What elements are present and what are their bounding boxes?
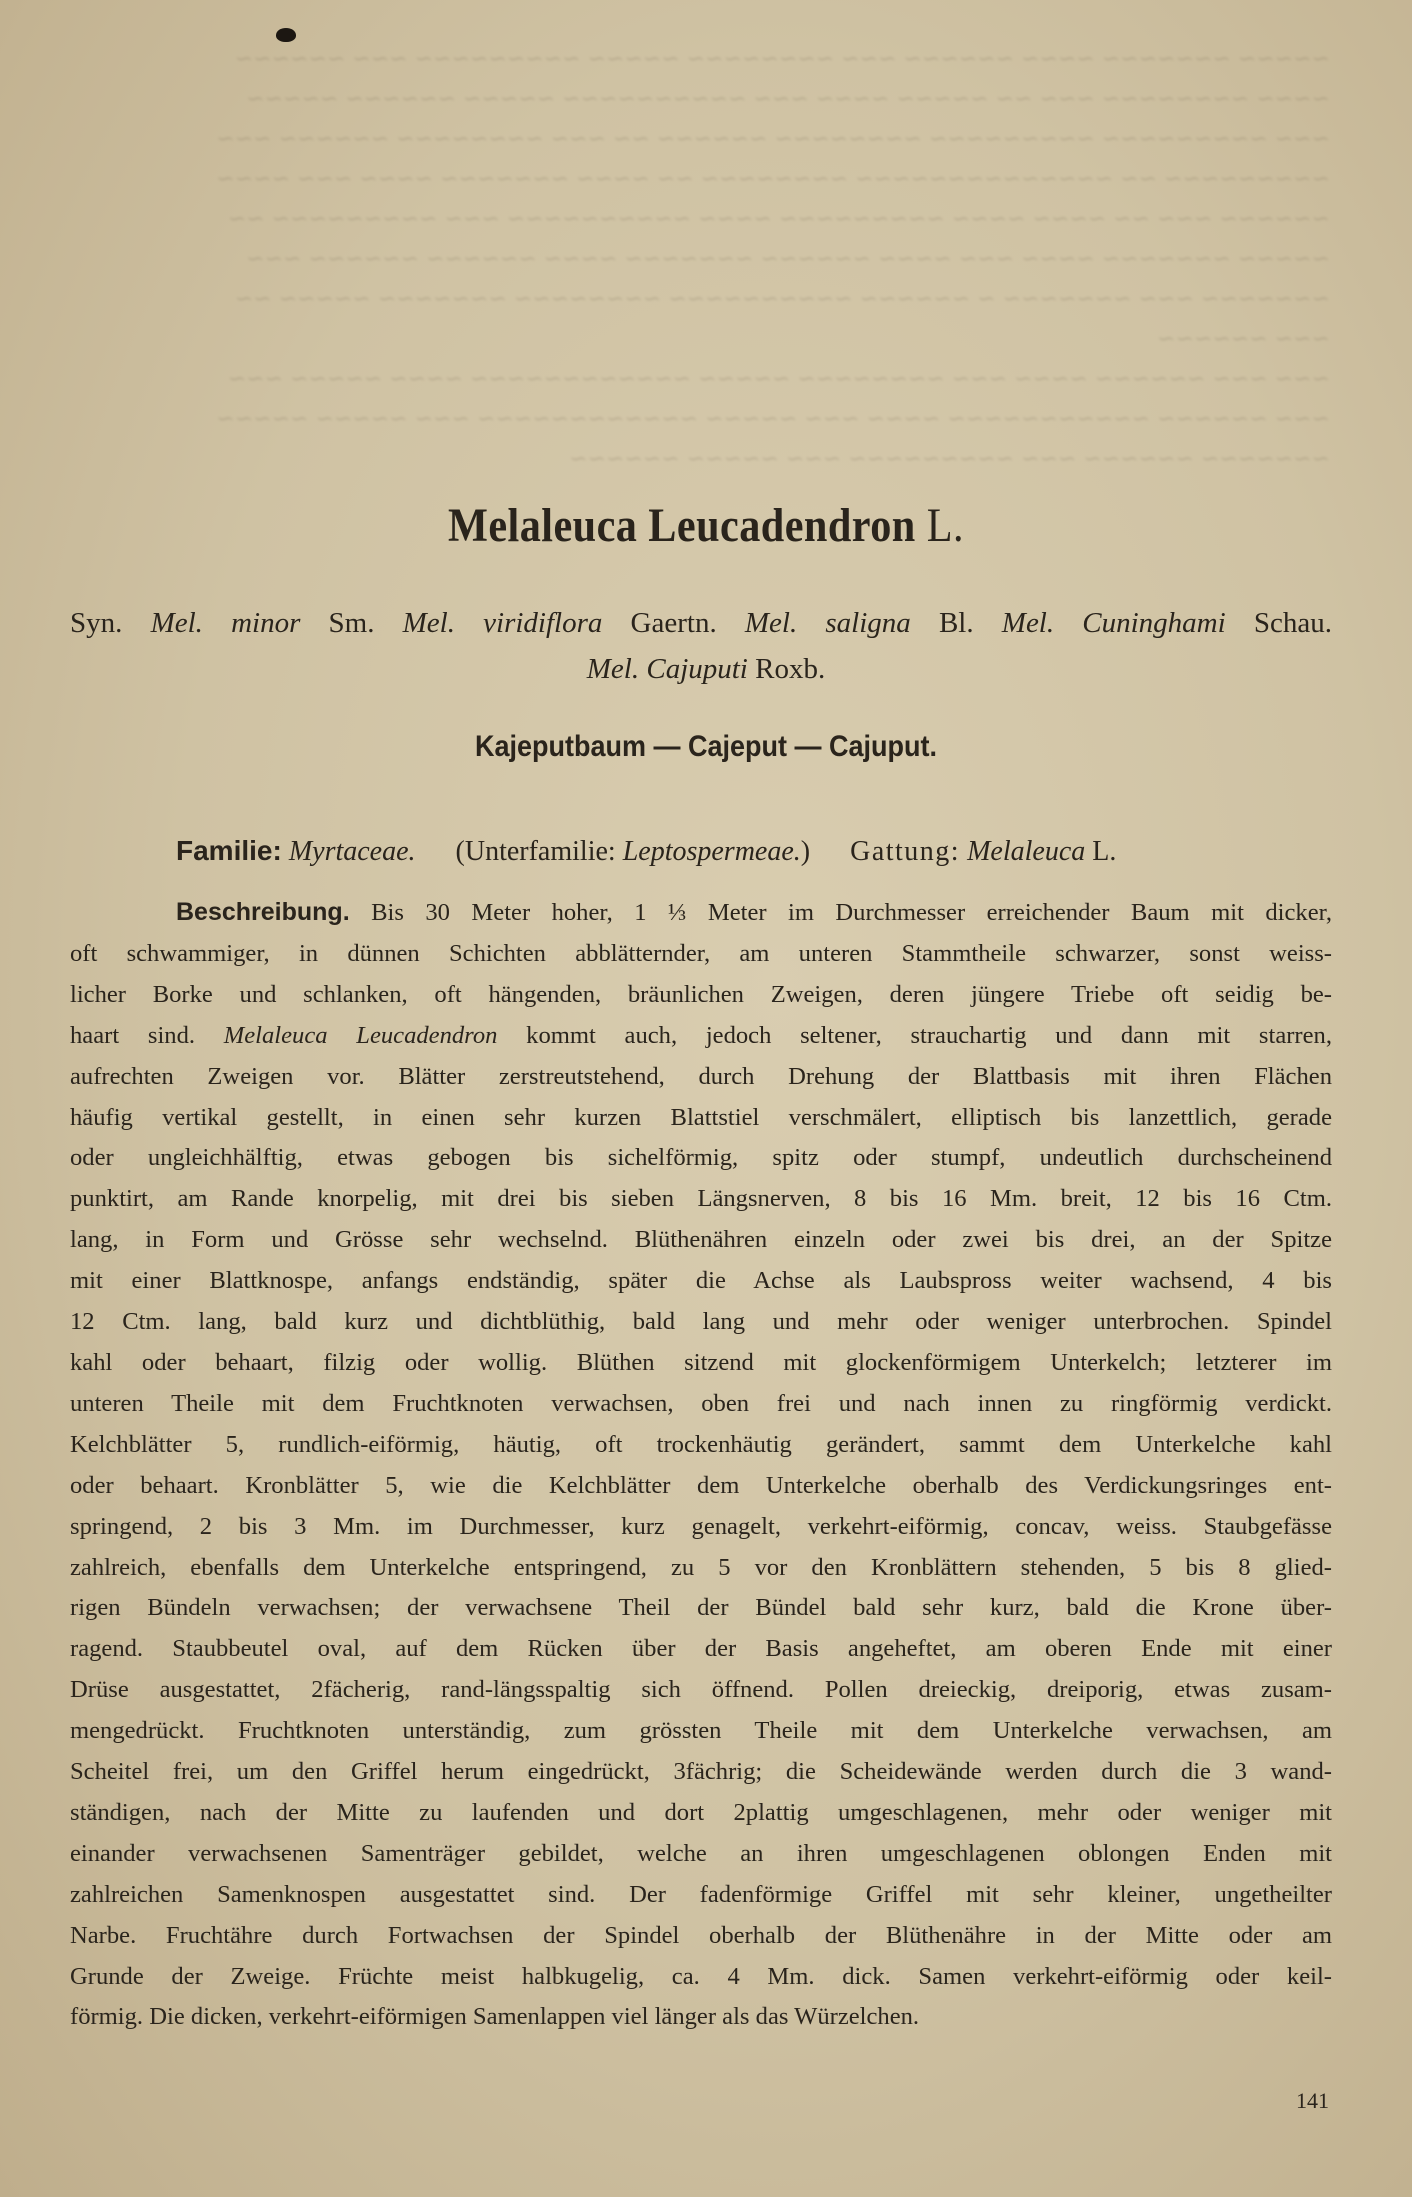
text-line: Drüse ausgestattet, 2fächerig, rand-längsspaltig sich öffnend. Pollen dreieckig, dreiporig, etwas zusam- bbox=[70, 1676, 1332, 1704]
synonyms-label: Syn. bbox=[70, 607, 123, 639]
title-author: L. bbox=[926, 499, 964, 552]
familie-line bbox=[176, 828, 1356, 875]
text-line: mit einer Blattknospe, anfangs endständig, später die Achse als Laubspross weiter wachsend, 4 bis bbox=[70, 1267, 1332, 1295]
subfamily-name: Leptospermeae. bbox=[622, 836, 801, 867]
synonym-author: Gaertn. bbox=[630, 607, 717, 639]
text-line: Beschreibung. Bis 30 Meter hoher, 1 ⅓ Meter im Durchmesser erreichender Baum mit dicker, bbox=[176, 898, 1332, 926]
text-line: häufig vertikal gestellt, in einen sehr kurzen Blattstiel verschmälert, elliptisch bis lanzettlich, gerade bbox=[70, 1103, 1332, 1131]
synonym-name: Mel. Cuninghami bbox=[1001, 607, 1226, 639]
text-line: licher Borke und schlanken, oft hängenden, bräunlichen Zweigen, deren jüngere Triebe oft seidig be- bbox=[70, 980, 1332, 1008]
text-line: einander verwachsenen Samenträger gebildet, welche an ihren umgeschlagenen oblongen Enden mit bbox=[70, 1839, 1332, 1867]
page-number: 141 bbox=[1296, 2088, 1329, 2113]
text-line: Grunde der Zweige. Früchte meist halbkugelig, ca. 4 Mm. dick. Samen verkehrt-eiförmig oder keil- bbox=[70, 1962, 1332, 1990]
genus-name: Melaleuca bbox=[967, 836, 1086, 867]
text-line: Scheitel frei, um den Griffel herum eingedrückt, 3fächrig; die Scheidewände werden durch die 3 wand- bbox=[70, 1758, 1332, 1786]
text-line: förmig. Die dicken, verkehrt-eiförmigen Samenlappen viel länger als das Würzelchen. bbox=[70, 2003, 920, 2031]
text-line: aufrechten Zweigen vor. Blätter zerstreutstehend, durch Drehung der Blattbasis mit ihren Flächen bbox=[70, 1062, 1332, 1090]
genus-author: L. bbox=[1092, 836, 1117, 867]
synonym-name: Mel. viridiflora bbox=[402, 607, 603, 639]
synonyms-line-2 bbox=[0, 646, 1412, 692]
text-line: springend, 2 bis 3 Mm. im Durchmesser, kurz genagelt, verkehrt-eiförmig, concav, weiss. Staubgefässe bbox=[70, 1512, 1332, 1540]
familie-label: Familie: bbox=[176, 835, 282, 866]
synonym-author: Bl. bbox=[938, 607, 974, 639]
subfamily-prefix: (Unterfamilie: bbox=[455, 836, 616, 867]
text-line: rigen Bündeln verwachsen; der verwachsene Theil der Bündel bald sehr kurz, bald die Krone über- bbox=[70, 1594, 1332, 1622]
gattung-label: Gattung: bbox=[850, 836, 961, 867]
text-line: unteren Theile mit dem Fruchtknoten verwachsen, oben frei und nach innen zu ringförmig verdickt. bbox=[70, 1389, 1332, 1417]
synonyms-line-1 bbox=[70, 600, 1332, 646]
text-line: Kelchblätter 5, rundlich-eiförmig, häutig, oft trockenhäutig gerändert, sammt dem Unterkelche kahl bbox=[70, 1430, 1332, 1458]
synonym-author: Roxb. bbox=[755, 653, 826, 685]
text-line: oder ungleichhälftig, etwas gebogen bis sichelförmig, spitz oder stumpf, undeutlich durchscheinend bbox=[70, 1144, 1332, 1172]
text-line: oder behaart. Kronblätter 5, wie die Kelchblätter dem Unterkelche oberhalb des Verdickungsringes ent- bbox=[70, 1471, 1332, 1499]
subfamily-suffix: ) bbox=[800, 836, 811, 867]
text-line: ragend. Staubbeutel oval, auf dem Rücken über der Basis angeheftet, am oberen Ende mit einer bbox=[70, 1635, 1332, 1663]
page-title bbox=[85, 498, 1328, 553]
text-line: haart sind. Melaleuca Leucadendron kommt auch, jedoch seltener, strauchartig und dann mit starren, bbox=[70, 1021, 1332, 1049]
show-through-text: ~~~~~ ~~~~~~~ ~~~~ ~~~~~~ ~~~ ~~~~~~~~ ~~~~~ ~~~~~~~~~ ~~~ ~~~~~~ ~~~~ ~~~~~~~~ ~~~ ~~ ~~~~~ ~~~~ ~~~ ~~~~~~~~~~ ~~~~~ ~~~~~~ ~~~~~ ~~~ ~~~~~~~~~ ~~~~~~~~~ ~~~~~~~~ ~~~~~~ ~~ ~~~ ~~~~~~~~ ~~~~~~ ~~~ ~~~~~~~~~ ~~ ~~~~~~~~~~~~~~ ~~~~~~~~ ~~ ~~~~ ~~~~~~~ ~~~~ ~~~ ~~~~ ~~~~~~ ~~~ ~~ ~~~~ ~~~~ ~~~~~~~~~ ~~~~ ~~~~~~~~~~ ~~~ ~~~~~~~~~ ~~ ~~~~~ ~~~~~~~ ~~~~ ~~~ ~~~~ ~~~~~~ ~~~~~~~ ~~~~ ~~~~~~ ~~~~~~ ~~~ ~~~~~~~ ~~~ ~~~~~~~ ~ ~~~~~~ ~~~~~~~~~~ ~~~~~~~~ ~~~~~~~ ~~~~~ ~~ ~~~ ~~~~~~ ~~~ ~~~ ~~~~~~ ~~~~ ~~~ ~~~~~~~~ ~~~~~ ~~~~~~~~~~~~ ~~~~ ~~~~~ ~~~ ~~~ ~~~~~~ ~~~~~~~~~~~ ~~~~ ~~~ ~~~~~ ~~~~~~~~~~~~ ~~~ ~~~~~ ~~~~~ ~~~~~~~ ~~~~~~ ~~~ ~~~~~~~~~ ~~~ ~~~~~ ~~~~~~ bbox=[216, 47, 1330, 472]
vernacular-names: Kajeputbaum — Cajeput — Cajuput. bbox=[474, 730, 938, 763]
text-line: punktirt, am Rande knorpelig, mit drei bis sieben Längsnerven, 8 bis 16 Mm. breit, 12 bis 16 Ctm. bbox=[70, 1185, 1332, 1213]
description-paragraph bbox=[70, 892, 1332, 2038]
synonym-author: Schau. bbox=[1253, 607, 1332, 639]
text-line: ständigen, nach der Mitte zu laufenden und dort 2plattig umgeschlagenen, mehr oder weniger mit bbox=[70, 1798, 1332, 1826]
ink-speck bbox=[276, 28, 296, 42]
text-line: 12 Ctm. lang, bald kurz und dichtblüthig, bald lang und mehr oder weniger unterbrochen. Spindel bbox=[70, 1308, 1332, 1336]
text-line: kahl oder behaart, filzig oder wollig. Blüthen sitzend mit glockenförmigem Unterkelch; letzterer im bbox=[70, 1348, 1332, 1376]
text-line: Narbe. Fruchtähre durch Fortwachsen der Spindel oberhalb der Blüthenähre in der Mitte oder am bbox=[70, 1921, 1332, 1949]
synonym-name: Mel. saligna bbox=[744, 607, 911, 639]
synonym-name: Mel. Cajuputi bbox=[586, 653, 748, 685]
text-line: zahlreich, ebenfalls dem Unterkelche entspringend, zu 5 vor den Kronblättern stehenden, 5 bis 8 glied- bbox=[70, 1553, 1332, 1581]
title-species: Melaleuca Leucadendron bbox=[448, 499, 916, 552]
text-line: lang, in Form und Grösse sehr wechselnd. Blüthenähren einzeln oder zwei bis drei, an der Spitze bbox=[70, 1226, 1332, 1254]
beschreibung-label: Beschreibung. bbox=[176, 898, 350, 926]
text-line: zahlreichen Samenknospen ausgestattet sind. Der fadenförmige Griffel mit sehr kleiner, ungetheilter bbox=[70, 1880, 1332, 1908]
family-name: Myrtaceae. bbox=[288, 836, 416, 867]
text-line: mengedrückt. Fruchtknoten unterständig, zum grössten Theile mit dem Unterkelche verwachsen, am bbox=[70, 1717, 1332, 1745]
synonym-name: Mel. minor bbox=[150, 607, 301, 639]
synonym-author: Sm. bbox=[328, 607, 375, 639]
text-line: oft schwammiger, in dünnen Schichten abblätternder, am unteren Stammtheile schwarzer, sonst weiss- bbox=[70, 939, 1332, 967]
species-italic: Melaleuca Leucadendron bbox=[223, 1021, 498, 1049]
